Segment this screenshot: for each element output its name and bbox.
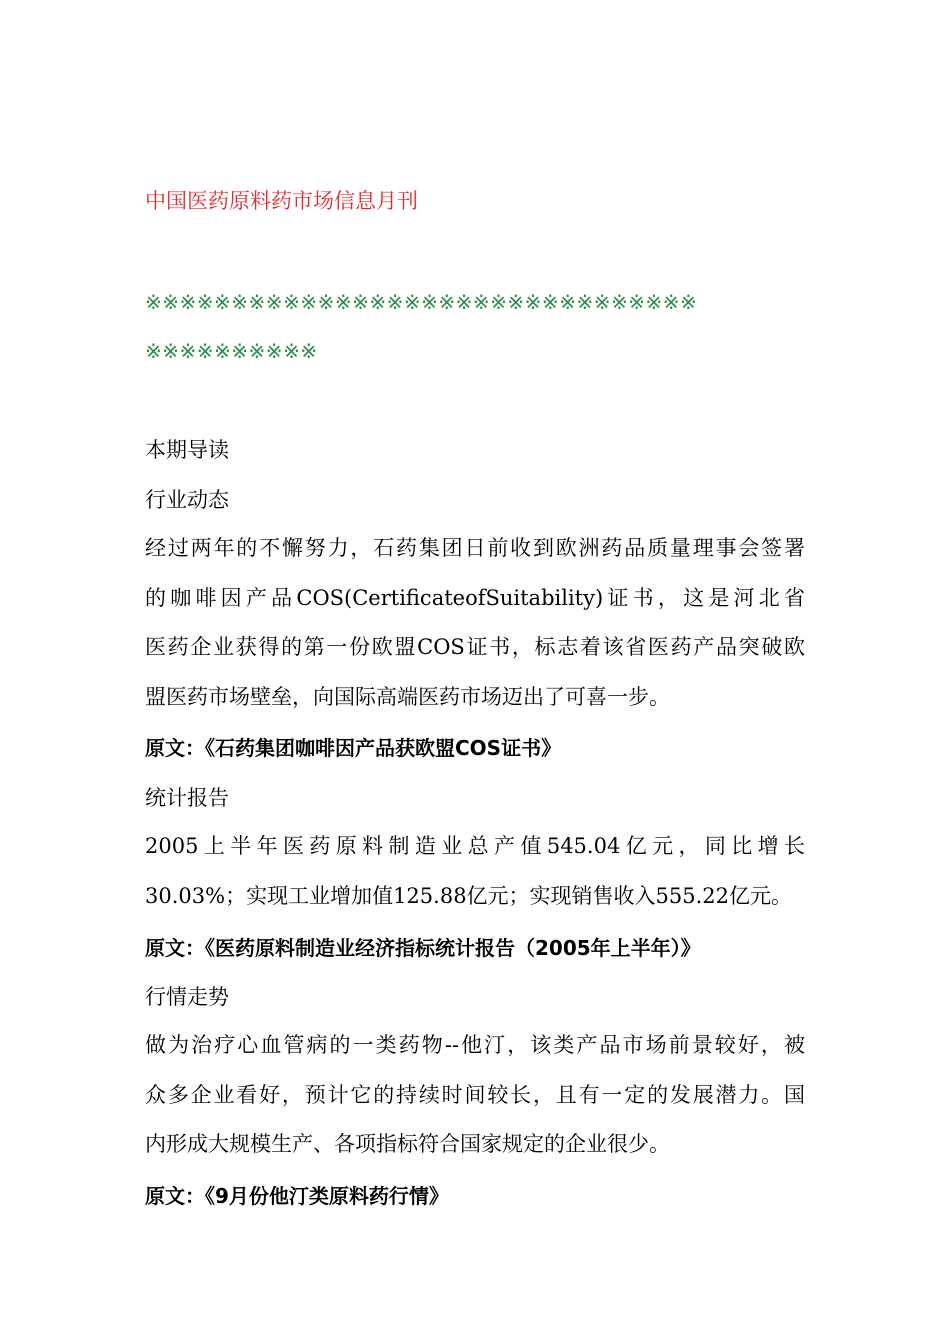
section-category-statistics-report: 统计报告 (145, 786, 229, 810)
section-body-market-trend (145, 1021, 805, 1170)
document-title: 中国医药原料药市场信息月刊 (145, 189, 418, 213)
body-line: 医药企业获得的第一份欧盟COS证书，标志着该省医药产品突破欧 (145, 635, 805, 659)
intro-heading: 本期导读 (145, 438, 229, 462)
body-line: 2005上半年医药原料制造业总产值545.04亿元，同比增长 (145, 834, 805, 858)
body-line: 内形成大规模生产、各项指标符合国家规定的企业很少。 (145, 1132, 670, 1156)
section-body-statistics-report (145, 822, 805, 921)
section-source-industry-news: 原文：《石药集团咖啡因产品获欧盟COS证书》 (145, 736, 562, 760)
section-source-market-trend: 原文：《9月份他汀类原料药行情》 (145, 1184, 449, 1208)
body-line: 的咖啡因产品COS(CertificateofSuitability)证书，这是河北省 (145, 585, 805, 610)
decorative-divider-line-2: ※※※※※※※※※※ (145, 339, 318, 363)
body-line: 做为治疗心血管病的一类药物--他汀，该类产品市场前景较好，被 (145, 1033, 805, 1057)
decorative-divider-line-1: ※※※※※※※※※※※※※※※※※※※※※※※※※※※※※※※※ (145, 290, 698, 314)
section-category-industry-news: 行业动态 (145, 488, 229, 512)
body-line: 盟医药市场壁垒，向国际高端医药市场迈出了可喜一步。 (145, 684, 670, 709)
section-source-statistics-report: 原文：《医药原料制造业经济指标统计报告（2005年上半年）》 (145, 936, 701, 960)
body-line: 30.03%；实现工业增加值125.88亿元；实现销售收入555.22亿元。 (145, 883, 793, 908)
body-line: 经过两年的不懈努力，石药集团日前收到欧洲药品质量理事会签署 (145, 536, 805, 560)
section-category-market-trend: 行情走势 (145, 985, 229, 1009)
body-line: 众多企业看好，预计它的持续时间较长，且有一定的发展潜力。国 (145, 1082, 805, 1107)
section-body-industry-news (145, 524, 805, 722)
